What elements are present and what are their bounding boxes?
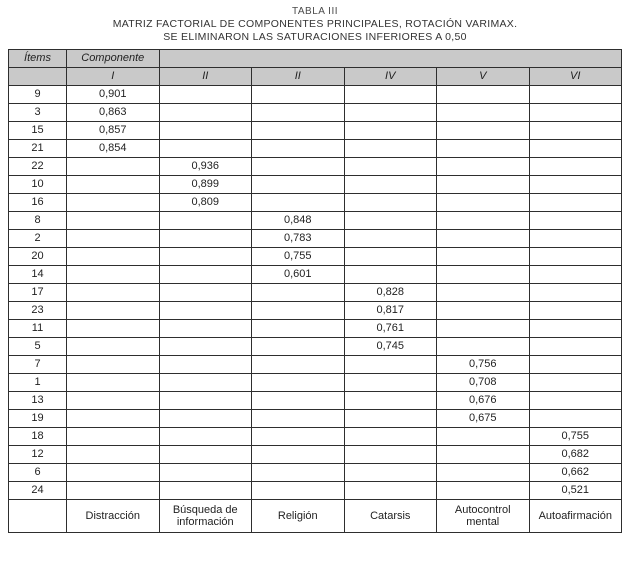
item-cell: 13	[9, 392, 67, 410]
loading-value-cell	[529, 86, 622, 104]
loading-value-cell	[252, 104, 345, 122]
loading-value-cell	[252, 122, 345, 140]
loading-value-cell: 0,936	[159, 158, 252, 176]
loading-value-cell	[252, 158, 345, 176]
loading-value-cell	[159, 446, 252, 464]
loading-value-cell	[529, 320, 622, 338]
loading-value-cell	[437, 212, 530, 230]
loading-value-cell	[344, 428, 437, 446]
loading-value-cell	[159, 212, 252, 230]
header-row-1	[9, 50, 622, 68]
item-cell: 1	[9, 374, 67, 392]
item-cell: 19	[9, 410, 67, 428]
loading-value-cell	[437, 446, 530, 464]
loading-value-cell	[252, 284, 345, 302]
loading-value-cell	[67, 410, 160, 428]
loading-value-cell	[437, 482, 530, 500]
loading-value-cell	[344, 122, 437, 140]
loading-value-cell: 0,601	[252, 266, 345, 284]
loading-value-cell	[159, 230, 252, 248]
loading-value-cell	[529, 248, 622, 266]
loading-value-cell	[67, 464, 160, 482]
loading-value-cell	[344, 158, 437, 176]
loading-value-cell	[159, 356, 252, 374]
items-header-spacer	[9, 68, 67, 86]
loading-value-cell	[159, 104, 252, 122]
loading-value-cell	[67, 482, 160, 500]
table-row	[9, 338, 622, 356]
loading-value-cell	[437, 176, 530, 194]
loading-value-cell	[67, 194, 160, 212]
loading-value-cell: 0,809	[159, 194, 252, 212]
loading-value-cell	[344, 140, 437, 158]
table-number: TABLA III	[292, 6, 338, 17]
loading-value-cell	[437, 428, 530, 446]
loading-value-cell	[252, 338, 345, 356]
loading-value-cell	[252, 194, 345, 212]
factor-name-cell: Búsqueda de información	[159, 500, 252, 533]
table-footer	[9, 500, 622, 533]
loading-value-cell: 0,863	[67, 104, 160, 122]
loading-value-cell	[344, 212, 437, 230]
loading-value-cell	[344, 86, 437, 104]
loading-value-cell	[344, 230, 437, 248]
table-row	[9, 104, 622, 122]
loading-value-cell	[529, 212, 622, 230]
table-row	[9, 176, 622, 194]
item-cell: 2	[9, 230, 67, 248]
loading-value-cell	[159, 248, 252, 266]
loading-value-cell	[67, 284, 160, 302]
loading-value-cell	[67, 338, 160, 356]
component-label-3: II	[252, 68, 345, 86]
loading-value-cell	[159, 266, 252, 284]
loading-value-cell: 0,828	[344, 284, 437, 302]
table-row	[9, 248, 622, 266]
loading-value-cell	[437, 230, 530, 248]
table-row	[9, 158, 622, 176]
loading-value-cell	[344, 392, 437, 410]
item-cell: 10	[9, 176, 67, 194]
loading-value-cell	[159, 482, 252, 500]
loading-value-cell: 0,761	[344, 320, 437, 338]
loading-value-cell	[252, 140, 345, 158]
loading-value-cell: 0,756	[437, 356, 530, 374]
item-cell: 6	[9, 464, 67, 482]
loading-value-cell	[344, 374, 437, 392]
item-cell: 17	[9, 284, 67, 302]
table-row	[9, 230, 622, 248]
loading-value-cell	[252, 356, 345, 374]
loading-value-cell: 0,901	[67, 86, 160, 104]
loading-value-cell	[437, 104, 530, 122]
table-row	[9, 140, 622, 158]
loading-value-cell	[529, 410, 622, 428]
component-label-2: II	[159, 68, 252, 86]
loading-value-cell	[437, 302, 530, 320]
loading-value-cell	[529, 392, 622, 410]
table-row	[9, 302, 622, 320]
loading-value-cell	[252, 176, 345, 194]
loading-value-cell	[67, 320, 160, 338]
loading-value-cell	[529, 122, 622, 140]
title-block	[8, 5, 622, 44]
table-row	[9, 86, 622, 104]
loading-value-cell	[159, 86, 252, 104]
loading-value-cell	[67, 356, 160, 374]
loading-value-cell	[159, 338, 252, 356]
loading-value-cell	[529, 374, 622, 392]
loading-value-cell	[344, 410, 437, 428]
table-row	[9, 194, 622, 212]
table-body	[9, 86, 622, 500]
loading-value-cell	[67, 158, 160, 176]
loading-value-cell: 0,708	[437, 374, 530, 392]
loading-value-cell: 0,662	[529, 464, 622, 482]
item-cell: 15	[9, 122, 67, 140]
loading-value-cell: 0,854	[67, 140, 160, 158]
table-title-line2: SE ELIMINARON LAS SATURACIONES INFERIORES A 0,50	[163, 31, 467, 43]
loading-value-cell: 0,899	[159, 176, 252, 194]
item-cell: 24	[9, 482, 67, 500]
loading-value-cell	[159, 140, 252, 158]
loading-value-cell	[159, 122, 252, 140]
loading-value-cell	[252, 464, 345, 482]
loading-value-cell: 0,755	[529, 428, 622, 446]
loading-value-cell	[529, 104, 622, 122]
footer-empty-cell	[9, 500, 67, 533]
loading-value-cell	[529, 356, 622, 374]
loading-value-cell	[159, 410, 252, 428]
loading-value-cell	[67, 446, 160, 464]
component-label-1: I	[67, 68, 160, 86]
loading-value-cell	[252, 302, 345, 320]
table-row	[9, 410, 622, 428]
table-row	[9, 122, 622, 140]
table-row	[9, 212, 622, 230]
loading-value-cell	[159, 284, 252, 302]
loading-value-cell	[437, 464, 530, 482]
loading-value-cell	[529, 266, 622, 284]
item-cell: 18	[9, 428, 67, 446]
loading-value-cell: 0,675	[437, 410, 530, 428]
loading-value-cell	[252, 446, 345, 464]
component-label-4: IV	[344, 68, 437, 86]
loading-value-cell	[437, 158, 530, 176]
loading-value-cell	[344, 446, 437, 464]
table-row	[9, 446, 622, 464]
table-header	[9, 50, 622, 86]
loading-value-cell	[67, 428, 160, 446]
table-title-line1: MATRIZ FACTORIAL DE COMPONENTES PRINCIPALES, ROTACIÓN VARIMAX.	[112, 18, 518, 30]
factor-name-cell: Autoafirmación	[529, 500, 622, 533]
loading-value-cell	[344, 266, 437, 284]
loading-value-cell	[437, 284, 530, 302]
loading-value-cell	[159, 392, 252, 410]
loading-value-cell	[252, 392, 345, 410]
loading-value-cell	[159, 428, 252, 446]
component-label-5: V	[437, 68, 530, 86]
loading-value-cell	[252, 410, 345, 428]
loading-value-cell	[344, 248, 437, 266]
table-row	[9, 356, 622, 374]
loading-value-cell	[159, 464, 252, 482]
loading-value-cell	[67, 392, 160, 410]
factor-name-cell: Religión	[252, 500, 345, 533]
loading-value-cell: 0,848	[252, 212, 345, 230]
loading-value-cell	[67, 248, 160, 266]
loading-value-cell	[252, 86, 345, 104]
loading-value-cell	[529, 284, 622, 302]
loading-value-cell	[529, 194, 622, 212]
loading-value-cell	[437, 320, 530, 338]
component-header-cell: Componente	[67, 50, 160, 68]
factor-name-cell: Distracción	[67, 500, 160, 533]
table-row	[9, 266, 622, 284]
loading-value-cell	[344, 176, 437, 194]
item-cell: 21	[9, 140, 67, 158]
header-row-2	[9, 68, 622, 86]
loading-value-cell	[529, 140, 622, 158]
loading-value-cell	[437, 248, 530, 266]
table-row	[9, 320, 622, 338]
item-cell: 8	[9, 212, 67, 230]
loading-value-cell	[67, 266, 160, 284]
item-cell: 5	[9, 338, 67, 356]
loading-value-cell: 0,676	[437, 392, 530, 410]
loading-value-cell	[529, 230, 622, 248]
item-cell: 12	[9, 446, 67, 464]
items-header-cell: Ítems	[9, 50, 67, 68]
item-cell: 14	[9, 266, 67, 284]
loading-value-cell	[437, 338, 530, 356]
item-cell: 3	[9, 104, 67, 122]
loading-value-cell	[529, 338, 622, 356]
loading-value-cell	[437, 194, 530, 212]
loading-value-cell	[437, 86, 530, 104]
loading-value-cell	[344, 482, 437, 500]
loading-value-cell	[252, 320, 345, 338]
loading-value-cell	[67, 230, 160, 248]
component-label-6: VI	[529, 68, 622, 86]
factor-name-cell: Catarsis	[344, 500, 437, 533]
loading-value-cell	[252, 374, 345, 392]
factor-table	[8, 49, 622, 533]
loading-value-cell: 0,817	[344, 302, 437, 320]
table-row	[9, 482, 622, 500]
loading-value-cell	[67, 176, 160, 194]
item-cell: 16	[9, 194, 67, 212]
loading-value-cell	[159, 320, 252, 338]
loading-value-cell	[344, 464, 437, 482]
loading-value-cell	[437, 140, 530, 158]
loading-value-cell: 0,521	[529, 482, 622, 500]
loading-value-cell	[437, 266, 530, 284]
loading-value-cell	[252, 482, 345, 500]
loading-value-cell	[159, 374, 252, 392]
table-row	[9, 428, 622, 446]
item-cell: 9	[9, 86, 67, 104]
loading-value-cell	[67, 302, 160, 320]
footer-row	[9, 500, 622, 533]
loading-value-cell	[252, 428, 345, 446]
factor-name-cell: Autocontrol mental	[437, 500, 530, 533]
loading-value-cell: 0,857	[67, 122, 160, 140]
loading-value-cell	[344, 194, 437, 212]
item-cell: 22	[9, 158, 67, 176]
loading-value-cell	[529, 302, 622, 320]
item-cell: 7	[9, 356, 67, 374]
loading-value-cell	[437, 122, 530, 140]
loading-value-cell	[344, 104, 437, 122]
loading-value-cell: 0,745	[344, 338, 437, 356]
component-header-spacer	[159, 50, 622, 68]
loading-value-cell	[529, 176, 622, 194]
table-row	[9, 284, 622, 302]
loading-value-cell: 0,783	[252, 230, 345, 248]
item-cell: 11	[9, 320, 67, 338]
loading-value-cell	[67, 212, 160, 230]
table-row	[9, 464, 622, 482]
loading-value-cell	[159, 302, 252, 320]
loading-value-cell: 0,755	[252, 248, 345, 266]
loading-value-cell	[529, 158, 622, 176]
table-row	[9, 374, 622, 392]
loading-value-cell	[67, 374, 160, 392]
loading-value-cell: 0,682	[529, 446, 622, 464]
item-cell: 20	[9, 248, 67, 266]
table-row	[9, 392, 622, 410]
loading-value-cell	[344, 356, 437, 374]
item-cell: 23	[9, 302, 67, 320]
